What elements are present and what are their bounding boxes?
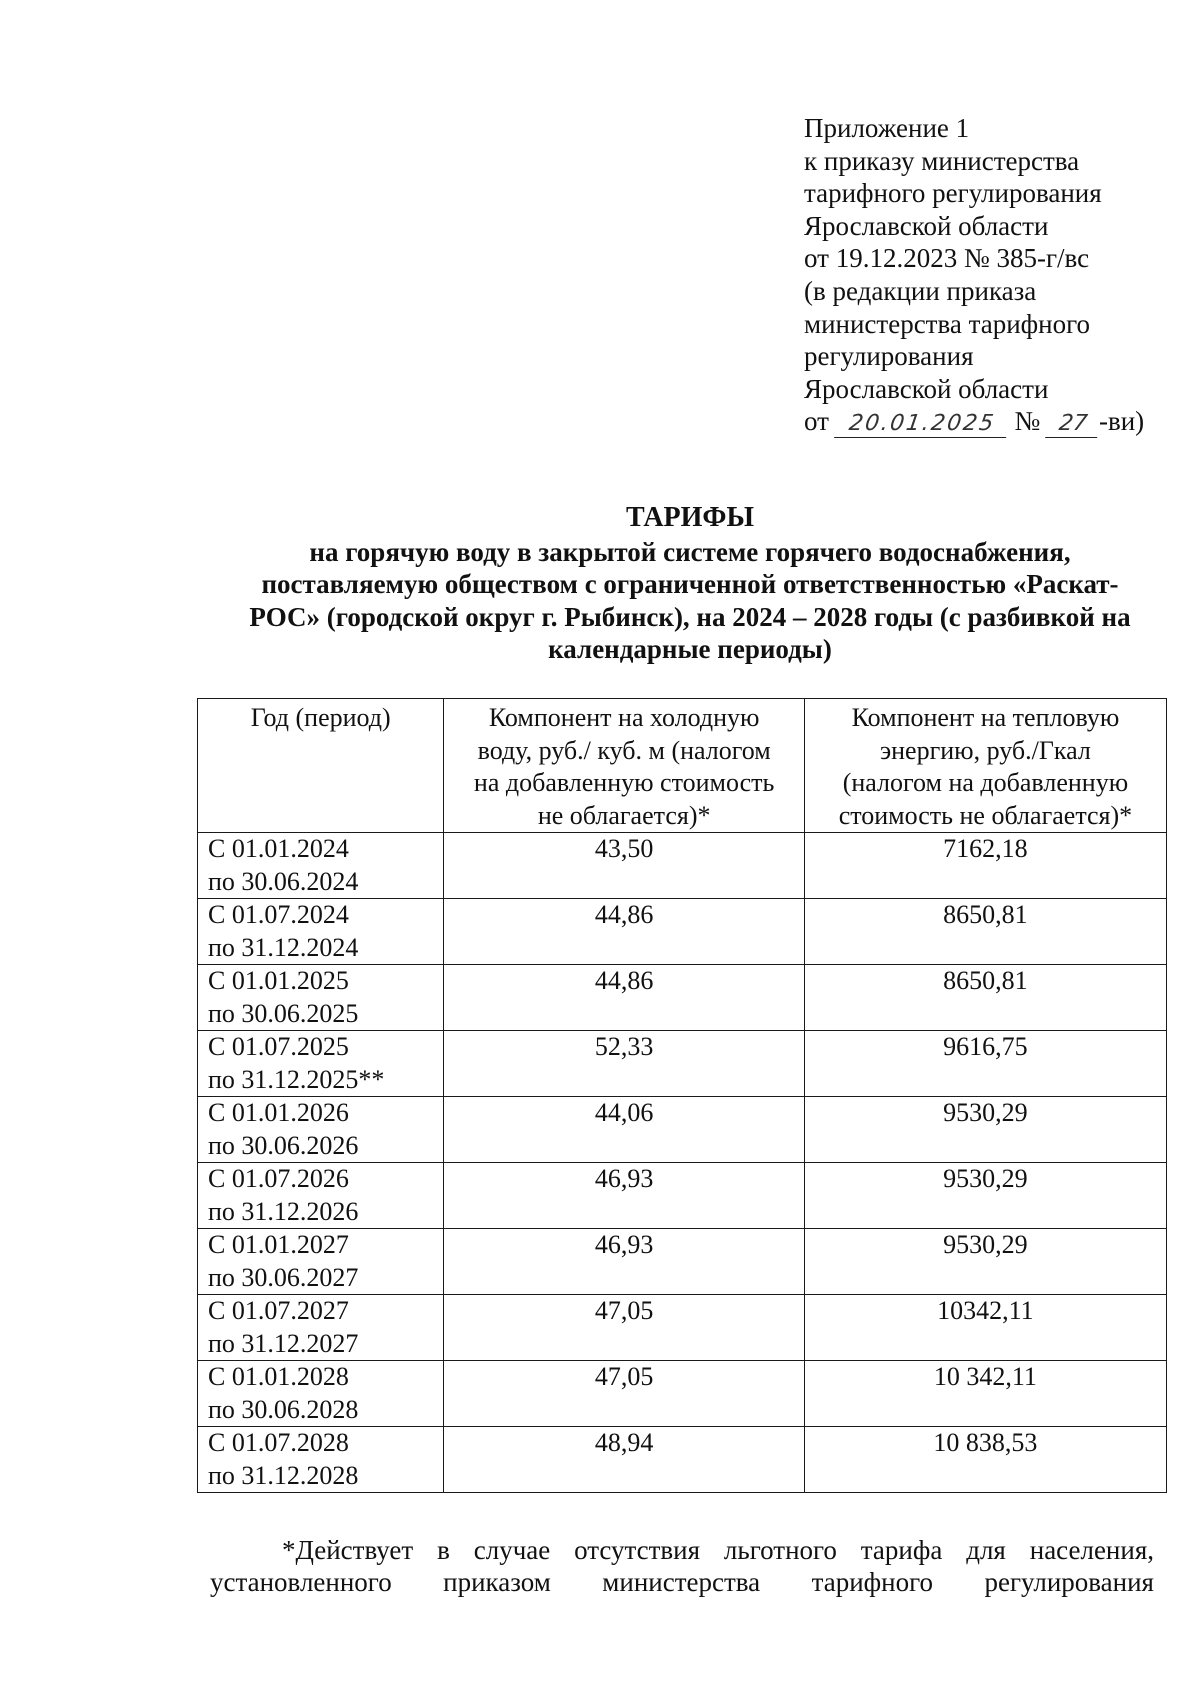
table-row: [198, 1427, 1167, 1493]
period-from: С 01.07.2027: [208, 1296, 349, 1325]
header-cold-line: на добавленную стоимость: [473, 768, 775, 797]
annex-line: Приложение 1: [804, 113, 970, 143]
header-period: [198, 699, 444, 833]
period-to: по 30.06.2026: [208, 1130, 359, 1160]
period-from: С 01.07.2026: [208, 1164, 349, 1193]
annex-header: [804, 112, 1174, 438]
period-to: по 30.06.2027: [208, 1262, 359, 1292]
cold-water-value: 46,93: [444, 1163, 804, 1229]
period-from: С 01.01.2028: [208, 1362, 349, 1391]
period-cell: [198, 1229, 444, 1295]
table-row: [198, 1031, 1167, 1097]
title-line: на горячую воду в закрытой системе горячего водоснабжения,: [309, 536, 1071, 567]
title-heading: ТАРИФЫ: [626, 502, 754, 533]
period-cell: [198, 1031, 444, 1097]
heat-energy-value: 9616,75: [804, 1031, 1166, 1097]
heat-energy-value: 10342,11: [804, 1295, 1166, 1361]
number-sign: №: [1014, 406, 1041, 437]
title-line: календарные периоды): [548, 634, 832, 664]
period-cell: [198, 899, 444, 965]
period-cell: [198, 833, 444, 899]
annex-line: от 19.12.2023 № 385-г/вс: [804, 243, 1090, 274]
period-to: по 30.06.2024: [208, 866, 359, 896]
annex-line: (в редакции приказа: [804, 275, 1037, 306]
table-row: [198, 1229, 1167, 1295]
title-line: поставляемую обществом с ограниченной ответственностью «Раскат-: [261, 569, 1119, 599]
heat-energy-value: 8650,81: [804, 899, 1166, 965]
period-to: по 31.12.2025**: [208, 1064, 385, 1094]
period-from: С 01.07.2028: [208, 1428, 349, 1457]
period-cell: [198, 1427, 444, 1493]
header-period-label: Год (период): [250, 703, 391, 732]
header-heat-energy: [804, 699, 1166, 833]
table-row: [198, 1361, 1167, 1427]
footnote-line: *Действует в случае отсутствия льготного тарифа для населения,: [282, 1535, 1154, 1565]
header-cold-line: не облагается)*: [537, 800, 711, 830]
table-row: [198, 965, 1167, 1031]
header-heat-line: энергию, руб./Гкал: [879, 735, 1091, 765]
footnote-word: приказом: [443, 1567, 551, 1597]
period-cell: [198, 1097, 444, 1163]
document-title: [190, 502, 1190, 666]
footnote: [210, 1534, 1154, 1598]
table-row: [198, 899, 1167, 965]
cold-water-value: 46,93: [444, 1229, 804, 1295]
tariff-table: [197, 698, 1167, 1493]
table-header-row: [198, 699, 1167, 833]
period-to: по 31.12.2027: [208, 1328, 359, 1358]
cold-water-value: 44,06: [444, 1097, 804, 1163]
heat-energy-value: 8650,81: [804, 965, 1166, 1031]
period-from: С 01.07.2024: [208, 900, 349, 929]
period-to: по 30.06.2028: [208, 1394, 359, 1424]
period-cell: [198, 965, 444, 1031]
heat-energy-value: 9530,29: [804, 1097, 1166, 1163]
header-cold-line: воду, руб./ куб. м (налогом: [477, 735, 771, 765]
cold-water-value: 47,05: [444, 1295, 804, 1361]
header-heat-line: Компонент на тепловую: [851, 703, 1120, 732]
annex-line: министерства тарифного: [804, 308, 1091, 339]
annex-line: регулирования: [804, 341, 974, 372]
heat-energy-value: 10 342,11: [804, 1361, 1166, 1427]
footnote-word: министерства: [602, 1567, 761, 1597]
period-from: С 01.01.2025: [208, 966, 349, 995]
period-from: С 01.07.2025: [208, 1032, 349, 1061]
handwritten-number: 27: [1045, 411, 1101, 438]
period-to: по 31.12.2026: [208, 1196, 359, 1226]
period-cell: [198, 1295, 444, 1361]
table-row: [198, 1097, 1167, 1163]
header-heat-line: стоимость не облагается)*: [838, 800, 1133, 830]
annex-line: Ярославской области: [804, 210, 1049, 241]
annex-line: Ярославской области: [804, 373, 1049, 404]
footnote-word: тарифного: [811, 1567, 934, 1597]
period-to: по 31.12.2024: [208, 932, 359, 962]
annex-line: к приказу министерства: [804, 145, 1080, 176]
period-from: С 01.01.2024: [208, 834, 349, 863]
footnote-word: установленного: [210, 1567, 392, 1597]
order-suffix: -ви): [1098, 406, 1145, 437]
annex-amendment-line: [804, 405, 1174, 438]
header-cold-line: Компонент на холодную: [488, 703, 760, 732]
cold-water-value: 43,50: [444, 833, 804, 899]
handwritten-date: 20.01.2025: [834, 411, 1010, 438]
period-to: по 31.12.2028: [208, 1460, 359, 1490]
heat-energy-value: 9530,29: [804, 1229, 1166, 1295]
period-cell: [198, 1163, 444, 1229]
cold-water-value: 44,86: [444, 899, 804, 965]
cold-water-value: 48,94: [444, 1427, 804, 1493]
period-cell: [198, 1361, 444, 1427]
heat-energy-value: 10 838,53: [804, 1427, 1166, 1493]
header-heat-line: (налогом на добавленную: [842, 768, 1129, 797]
heat-energy-value: 9530,29: [804, 1163, 1166, 1229]
cold-water-value: 47,05: [444, 1361, 804, 1427]
period-from: С 01.01.2026: [208, 1098, 349, 1127]
header-cold-water: [444, 699, 804, 833]
footnote-line: [210, 1566, 1154, 1598]
period-to: по 30.06.2025: [208, 998, 359, 1028]
table-row: [198, 1295, 1167, 1361]
heat-energy-value: 7162,18: [804, 833, 1166, 899]
cold-water-value: 44,86: [444, 965, 804, 1031]
annex-from-prefix: от: [804, 406, 829, 437]
table-row: [198, 1163, 1167, 1229]
footnote-word: регулирования: [984, 1567, 1154, 1597]
cold-water-value: 52,33: [444, 1031, 804, 1097]
annex-line: тарифного регулирования: [804, 178, 1102, 209]
title-line: РОС» (городской округ г. Рыбинск), на 2024 – 2028 годы (с разбивкой на: [249, 601, 1131, 632]
period-from: С 01.01.2027: [208, 1230, 349, 1259]
table-row: [198, 833, 1167, 899]
